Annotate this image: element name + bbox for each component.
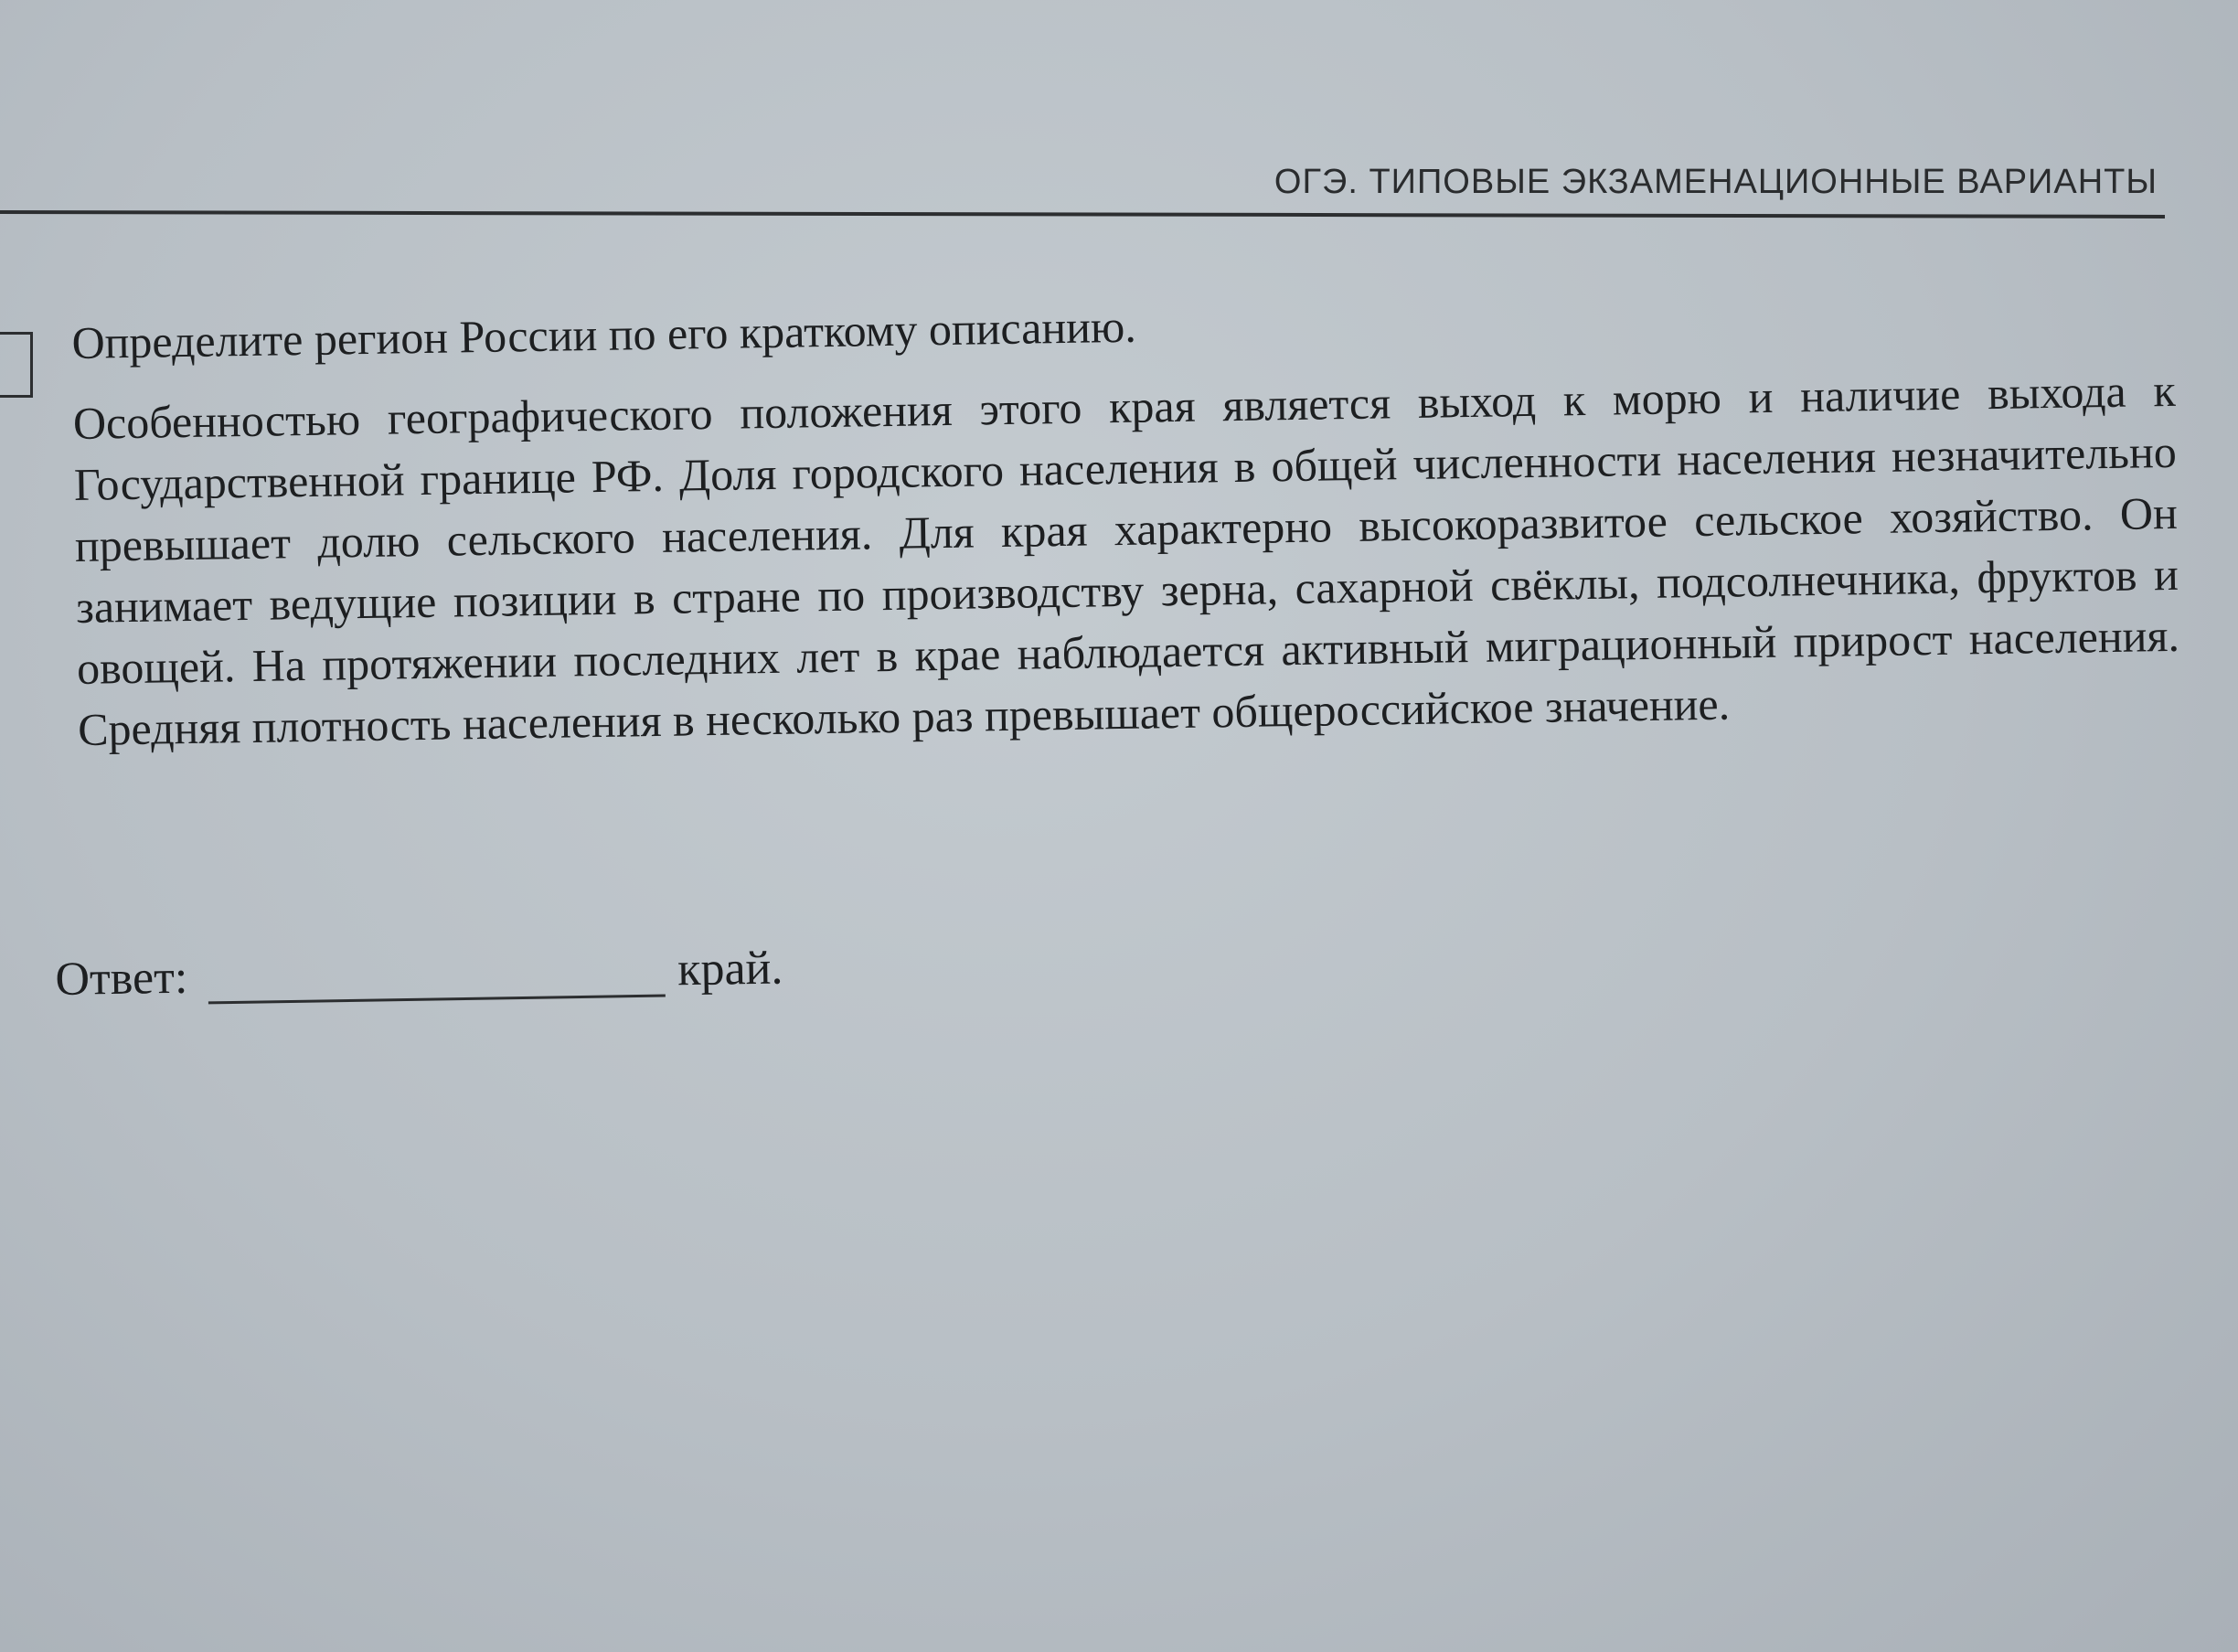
answer-row [55, 939, 783, 1006]
answer-suffix: край. [677, 942, 783, 997]
task-question: Определите регион России по его краткому описанию. [71, 300, 1137, 368]
answer-label: Ответ: [55, 951, 188, 1006]
answer-blank[interactable] [208, 942, 666, 1005]
header-rule [0, 210, 2165, 218]
task-block [71, 278, 2180, 761]
task-number-box[interactable] [0, 332, 33, 398]
task-description: Особенностью географического положения этого края является выход к морю и наличие выхода к Государственной границе РФ. Доля городского населения в общей численности населения незначительно превышает долю сельского населения. Для края характерно высокоразвитое сельское хозяйство. Он занимает ведущие позиции в стране по производству зерна, сахарной свёклы, подсолнечника, фруктов и овощей. На протяжении последних лет в крае наблюдается активный миграционный прирост населения. Средняя плотность населения в несколько раз превышает общероссийское значение. [72, 364, 2180, 755]
running-header: ОГЭ. ТИПОВЫЕ ЭКЗАМЕНАЦИОННЫЕ ВАРИАНТЫ [1274, 163, 2158, 201]
